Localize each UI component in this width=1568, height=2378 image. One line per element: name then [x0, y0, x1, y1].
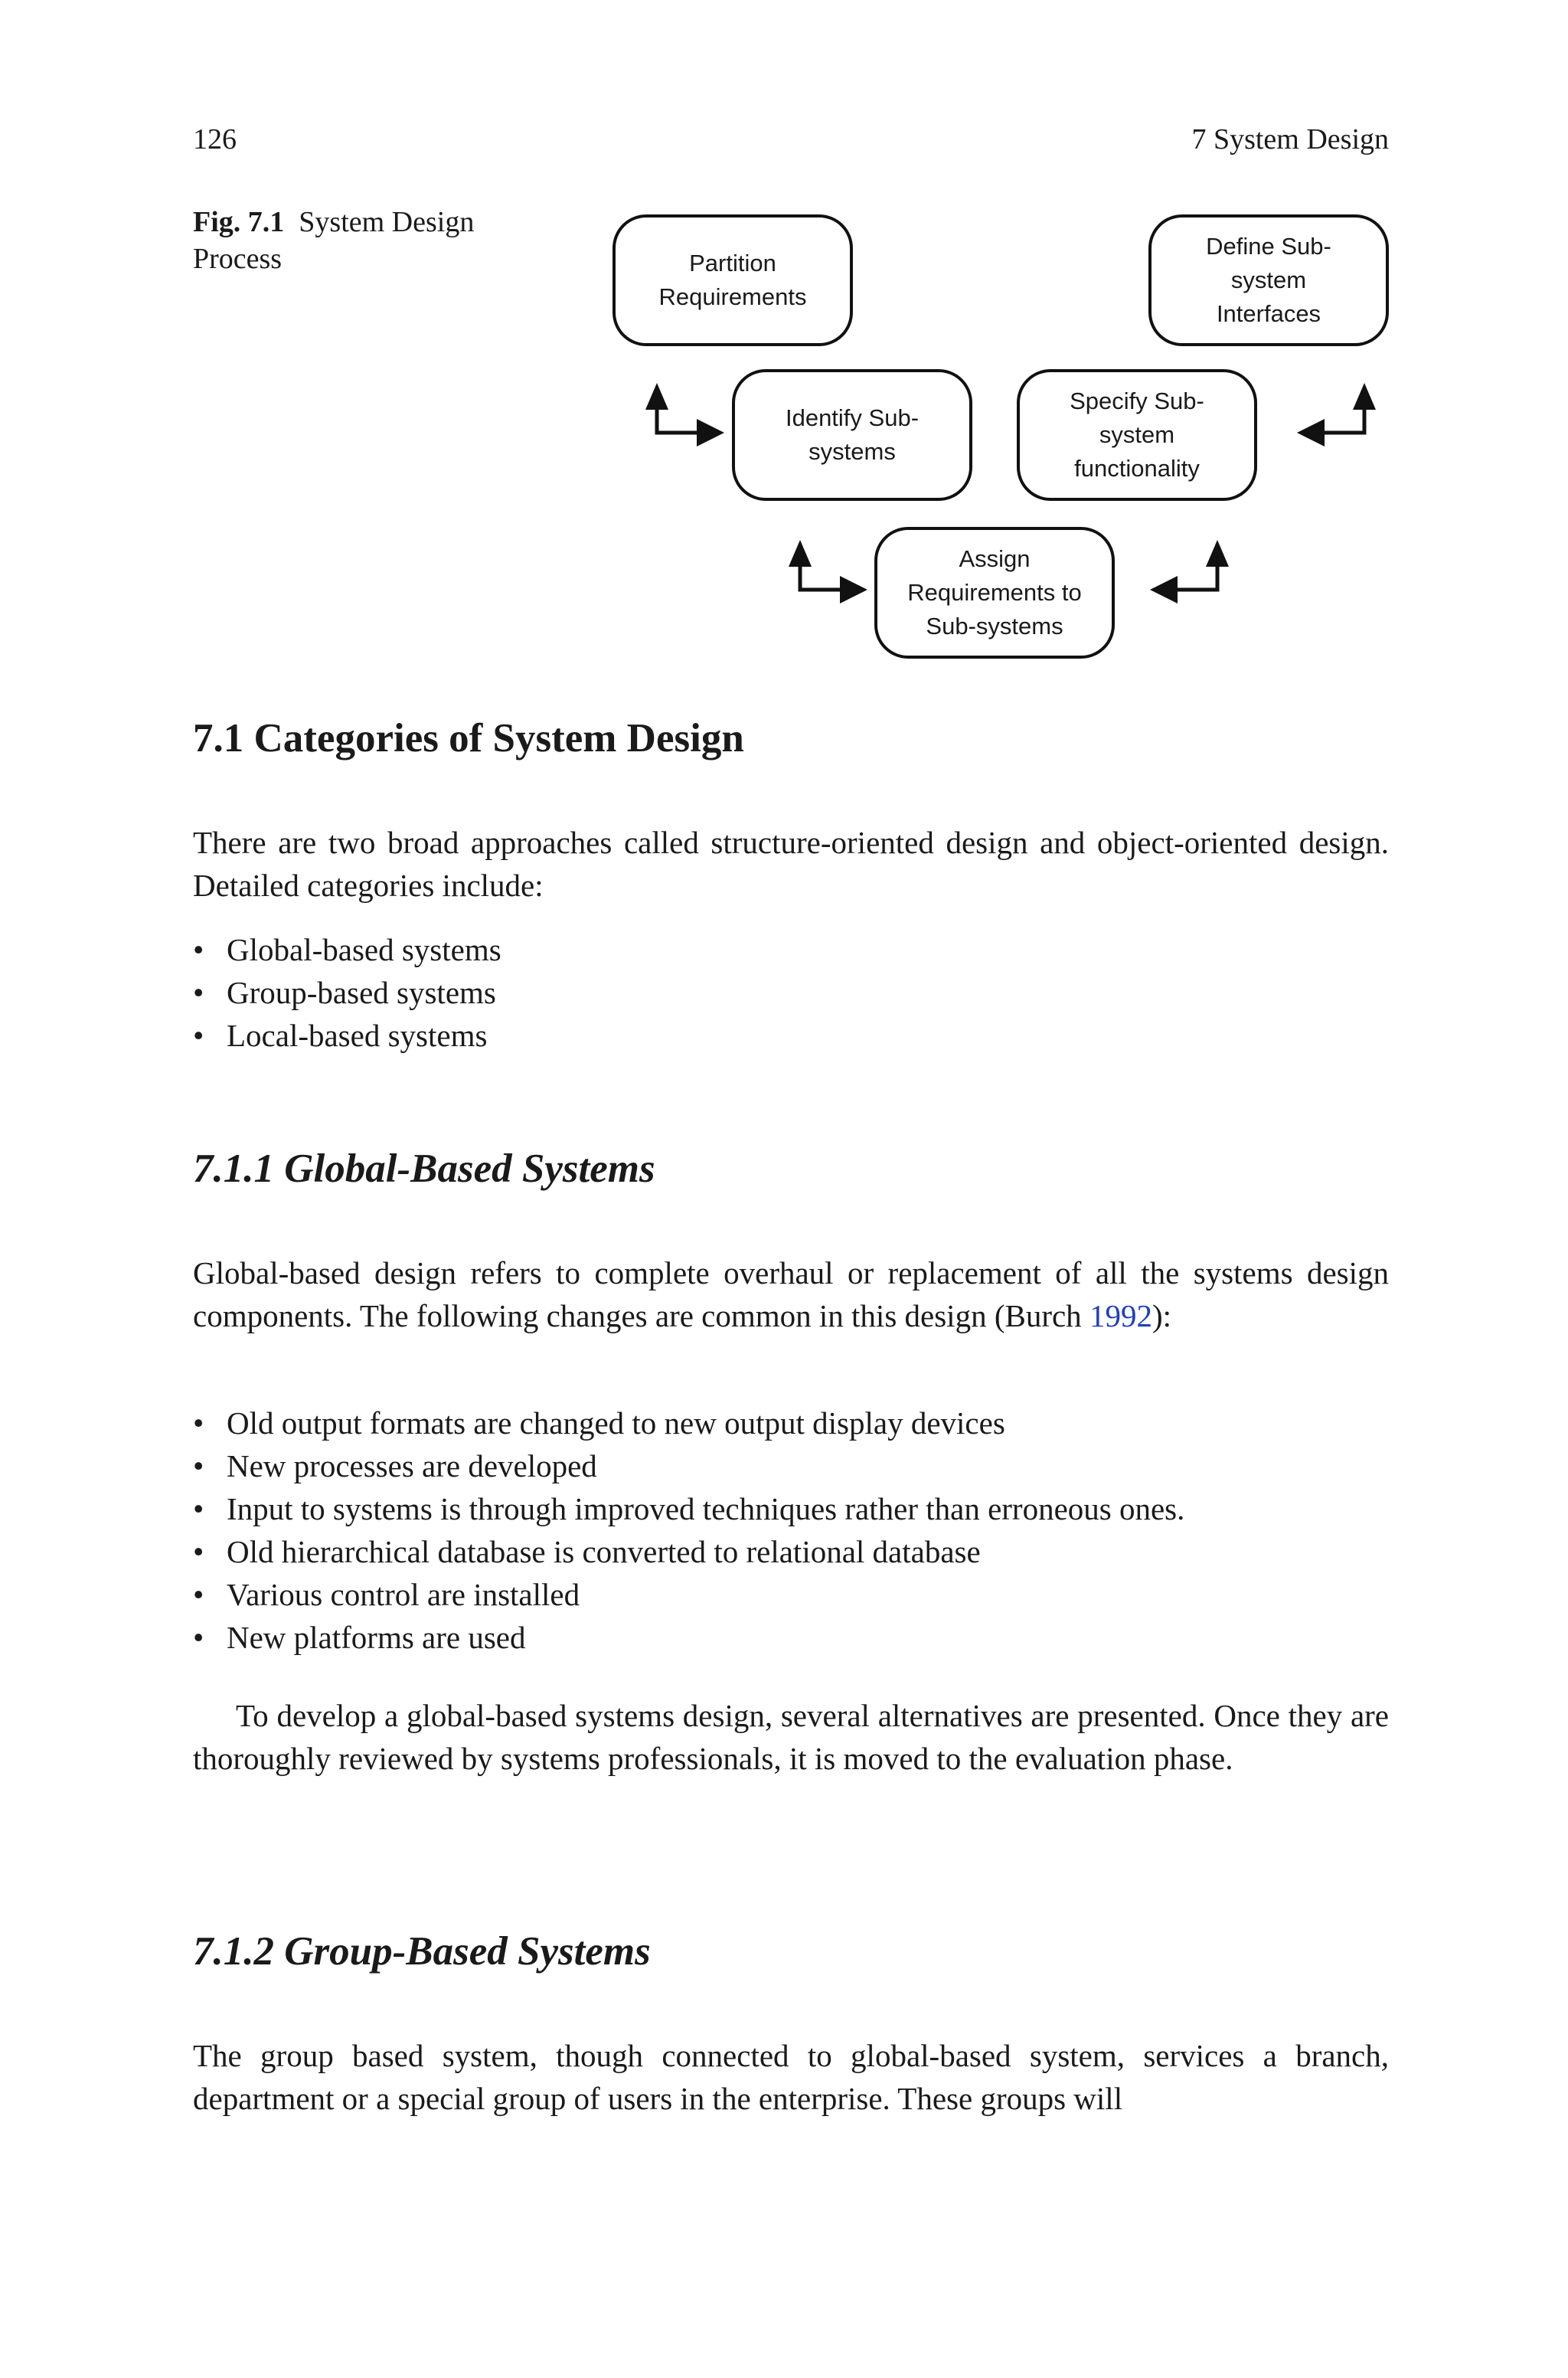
global-changes-list [193, 1402, 1389, 1659]
node-specify-functionality: Specify Sub- system functionality [1017, 369, 1257, 501]
figure-label: Fig. 7.1 [193, 206, 285, 238]
figure-caption [193, 204, 522, 277]
section-heading-7-1-1: 7.1.1 Global-Based Systems [193, 1146, 655, 1191]
list-item: • Various control are installed [193, 1573, 1389, 1616]
intro-text: Global-based design refers to complete overhaul or replacement of all the systems design components. The following changes are common in this design (Burch [193, 1255, 1389, 1333]
bidirectional-arrow-icon [1295, 379, 1380, 463]
list-item: • New processes are developed [193, 1444, 1389, 1487]
list-item: • Old output formats are changed to new output display devices [193, 1402, 1389, 1444]
book-page [193, 0, 1389, 2378]
node-assign-requirements: Assign Requirements to Sub-systems [874, 527, 1115, 659]
bidirectional-arrow-icon [785, 536, 869, 620]
section-7-1-intro: There are two broad approaches called structure-oriented design and object-oriented design. Detailed categories include: [193, 825, 1389, 903]
bidirectional-arrow-icon [642, 379, 726, 463]
chapter-title: 7 System Design [1191, 123, 1389, 155]
list-item: • Local-based systems [193, 1014, 1389, 1057]
list-item: • Group-based systems [193, 971, 1389, 1014]
list-item: • Input to systems is through improved techniques rather than erroneous ones. [193, 1487, 1389, 1530]
running-header [193, 123, 1389, 161]
system-design-process-diagram [612, 207, 1389, 666]
node-partition-requirements: Partition Requirements [612, 214, 853, 346]
list-item: • New platforms are used [193, 1616, 1389, 1659]
section-heading-7-1-2: 7.1.2 Group-Based Systems [193, 1929, 651, 1974]
intro-end: ): [1152, 1298, 1171, 1333]
bidirectional-arrow-icon [1148, 536, 1233, 620]
section-7-1-2-text: The group based system, though connected to global-based system, services a branch, department or a special group of users in the enterprise. These groups will [193, 2038, 1389, 2116]
citation-link[interactable]: 1992 [1089, 1298, 1152, 1333]
section-heading-7-1: 7.1 Categories of System Design [193, 716, 744, 761]
page-number: 126 [193, 123, 237, 155]
category-list [193, 928, 1389, 1057]
section-7-1-1-intro [193, 1251, 1389, 1337]
figure-title: System Design Process [193, 206, 475, 275]
node-define-interfaces: Define Sub- system Interfaces [1148, 214, 1389, 346]
section-7-1-1-closing: To develop a global-based systems design, several alternatives are presented. Once they are thoroughly reviewed by systems professionals, it is moved to the evaluation phase. [193, 1698, 1389, 1776]
list-item: • Global-based systems [193, 928, 1389, 971]
node-identify-subsystems: Identify Sub- systems [732, 369, 972, 501]
list-item: • Old hierarchical database is converted to relational database [193, 1530, 1389, 1573]
